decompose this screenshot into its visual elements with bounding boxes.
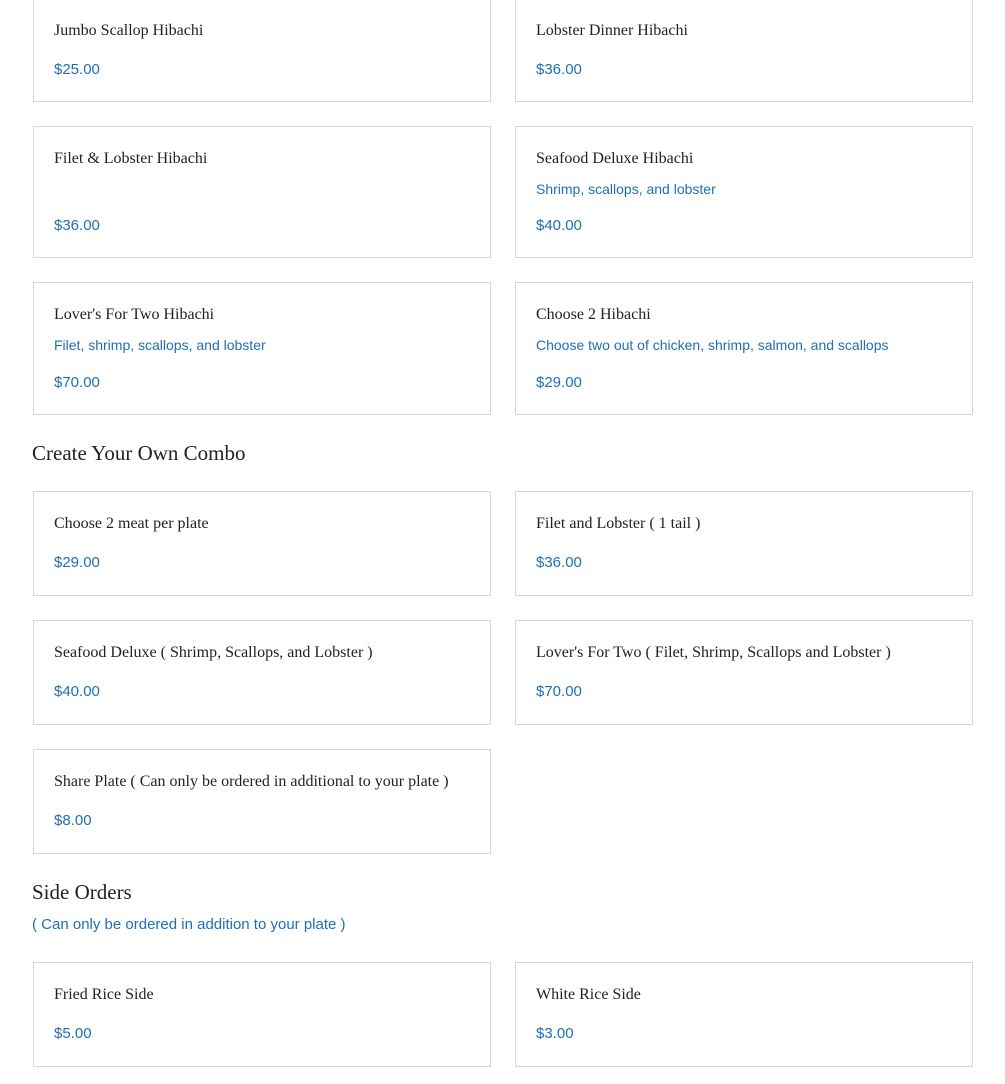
menu-item-card[interactable] — [515, 282, 973, 415]
menu-item-name: Lover's For Two Hibachi — [54, 306, 215, 323]
menu-item-name: Filet & Lobster Hibachi — [54, 150, 208, 167]
menu-item-name: Seafood Deluxe Hibachi — [536, 150, 694, 167]
menu-item-name: Share Plate ( Can only be ordered in additional to your plate ) — [54, 773, 449, 790]
menu-item-card[interactable] — [33, 962, 491, 1067]
menu-item-price: $70.00 — [54, 374, 100, 391]
menu-item-name: Jumbo Scallop Hibachi — [54, 22, 204, 39]
menu-item-name: Fried Rice Side — [54, 986, 154, 1003]
section-title-combo: Create Your Own Combo — [32, 441, 246, 465]
menu-item-description: Filet, shrimp, scallops, and lobster — [54, 337, 266, 353]
section-note-sides: ( Can only be ordered in addition to your plate ) — [32, 916, 346, 933]
menu-item-card[interactable] — [33, 0, 491, 102]
menu-item-name: Lover's For Two ( Filet, Shrimp, Scallops and Lobster ) — [536, 644, 891, 661]
menu-item-name: Choose 2 meat per plate — [54, 515, 209, 532]
menu-item-card[interactable] — [515, 126, 973, 258]
menu-item-price: $29.00 — [54, 554, 100, 571]
menu-item-card[interactable] — [515, 962, 973, 1067]
menu-item-price: $3.00 — [536, 1025, 574, 1042]
menu-item-price: $36.00 — [536, 61, 582, 78]
menu-item-name: Choose 2 Hibachi — [536, 306, 651, 323]
menu-item-description: Shrimp, scallops, and lobster — [536, 181, 716, 197]
menu-item-card[interactable] — [33, 491, 491, 596]
menu-item-price: $5.00 — [54, 1025, 92, 1042]
menu-item-card[interactable] — [515, 491, 973, 596]
menu-item-price: $40.00 — [536, 217, 582, 234]
menu-item-card[interactable] — [33, 620, 491, 725]
menu-item-name: White Rice Side — [536, 986, 641, 1003]
section-title-sides: Side Orders — [32, 880, 132, 904]
menu-item-price: $70.00 — [536, 683, 582, 700]
menu-item-price: $29.00 — [536, 374, 582, 391]
menu-item-description: Choose two out of chicken, shrimp, salmon, and scallops — [536, 337, 889, 353]
menu-item-card[interactable] — [515, 0, 973, 102]
menu-item-card[interactable] — [33, 749, 491, 854]
menu-item-name: Seafood Deluxe ( Shrimp, Scallops, and Lobster ) — [54, 644, 373, 661]
menu-item-price: $36.00 — [54, 217, 100, 234]
menu-item-name: Lobster Dinner Hibachi — [536, 22, 688, 39]
menu-item-card[interactable] — [515, 620, 973, 725]
menu-item-name: Filet and Lobster ( 1 tail ) — [536, 515, 701, 532]
menu-item-price: $8.00 — [54, 812, 92, 829]
menu-item-price: $25.00 — [54, 61, 100, 78]
menu-item-card[interactable] — [33, 126, 491, 258]
menu-item-price: $40.00 — [54, 683, 100, 700]
menu-item-card[interactable] — [33, 282, 491, 415]
menu-item-price: $36.00 — [536, 554, 582, 571]
